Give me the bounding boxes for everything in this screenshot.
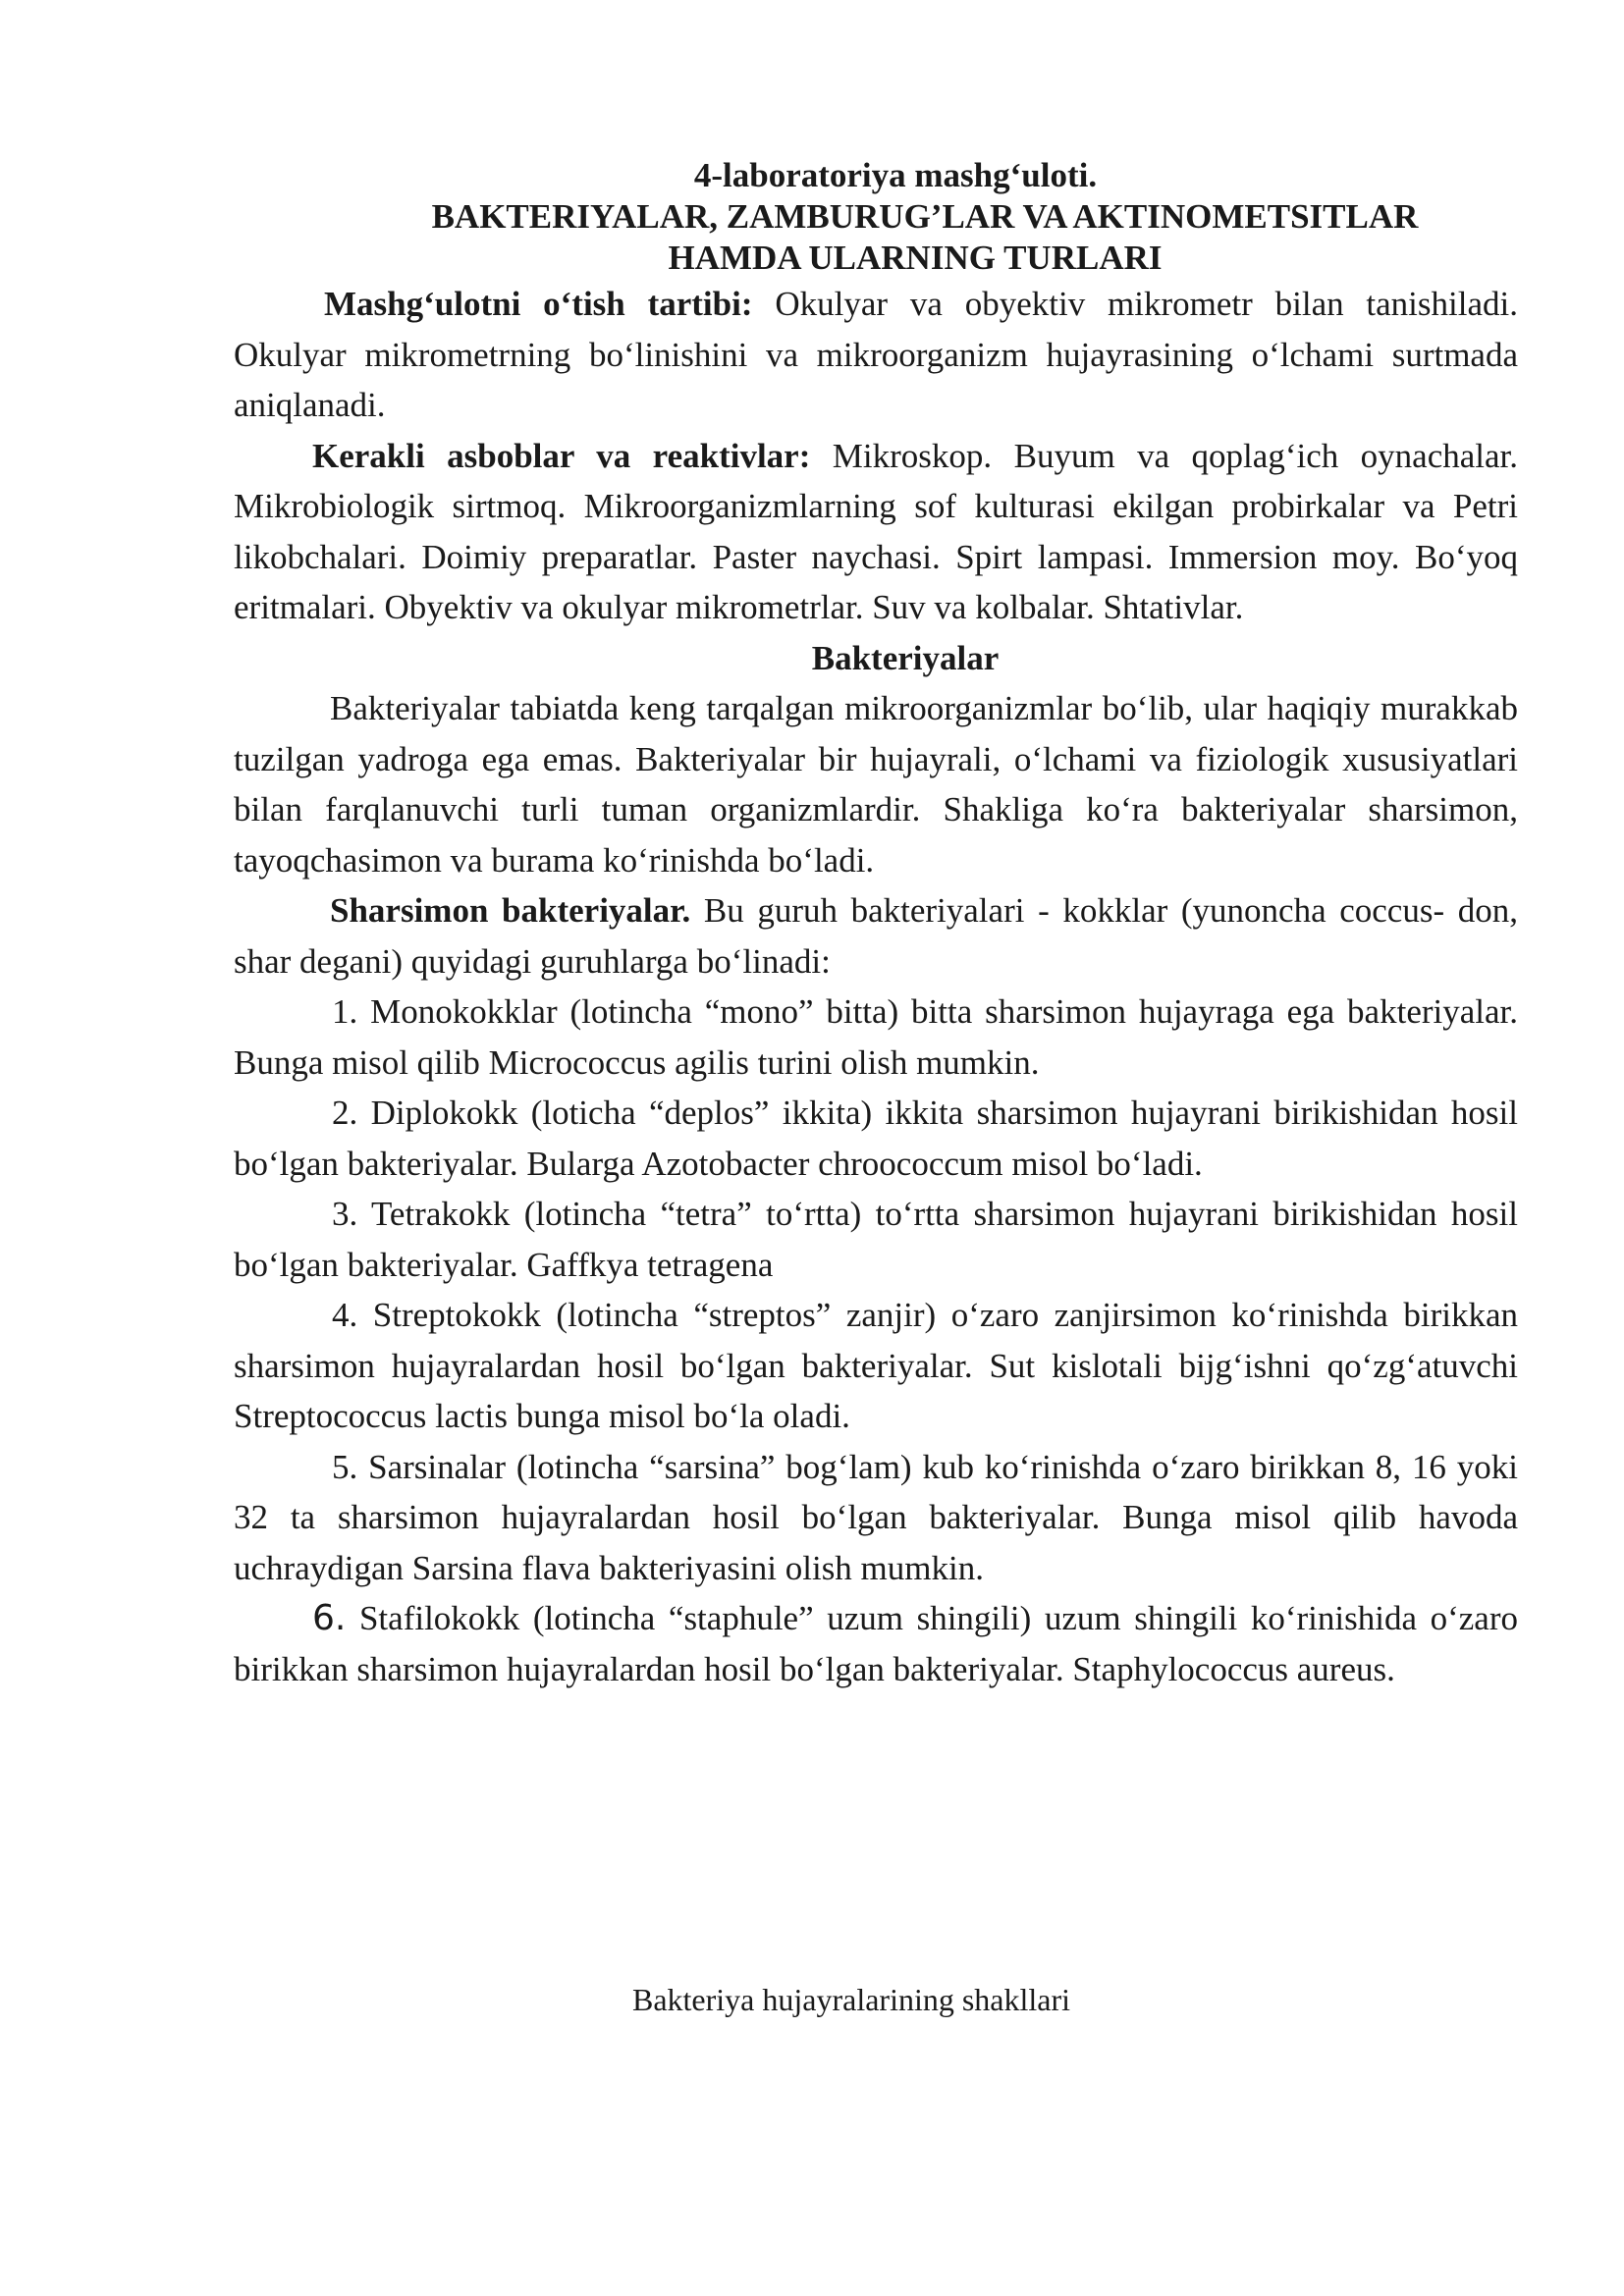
list-item: 5. Sarsinalar (lotincha “sarsina” bog‘lam) kub ko‘rinishda o‘zaro birikkan 8, 16 yoki 32 ta sharsimon hujayralardan hosil bo‘lgan bakteriyalar. Bunga misol qilib havoda uchraydigan Sarsina flava bakteriyasini olish mumkin. bbox=[234, 1447, 1518, 1587]
list-item-6 bbox=[234, 1593, 1518, 1694]
procedure-paragraph bbox=[234, 279, 1518, 431]
list-item: 2. Diplokokk (loticha “deplos” ikkita) ikkita sharsimon hujayrani birikishidan hosil bo‘lgan bakteriyalar. Bularga Azotobacter chroococcum misol bo‘ladi. bbox=[234, 1094, 1518, 1183]
materials-paragraph bbox=[234, 431, 1518, 633]
list-item-6-number: 6. bbox=[312, 1598, 347, 1638]
list-item: 4. Streptokokk (lotincha “streptos” zanjir) o‘zaro zanjirsimon ko‘rinishda birikkan sharsimon hujayralardan hosil bo‘lgan bakteriyalar. Sut kislotali bijg‘ishni qo‘zg‘atuvchi Streptococcus lactis bunga misol bo‘la oladi. bbox=[234, 1296, 1518, 1435]
topic-title-line1: BAKTERIYALAR, ZAMBURUG’LAR VA AKTINOMETSITLAR bbox=[431, 197, 1419, 236]
spherical-label: Sharsimon bakteriyalar. bbox=[330, 891, 691, 930]
figure-caption: Bakteriya hujayralarining shakllari bbox=[631, 1982, 1071, 2017]
list-item: 1. Monokokklar (lotincha “mono” bitta) bitta sharsimon hujayraga ega bakteriyalar. Bunga misol qilib Micrococcus agilis turini olish mumkin. bbox=[234, 992, 1518, 1082]
spherical-paragraph bbox=[234, 885, 1518, 987]
document-page bbox=[234, 155, 1518, 1694]
materials-text: Mikroskop. Buyum va qoplag‘ich oynachalar. Mikrobiologik sirtmoq. Mikroorganizmlarning sof kulturasi ekilgan probirkalar va Petri likobchalari. Doimiy preparatlar. Paster naychasi. Spirt lampasi. Immersion moy. Bo‘yoq eritmalari. Obyektiv va okulyar mikrometrlar. Suv va kolbalar. Shtativlar. bbox=[234, 436, 1518, 626]
section-title: Bakteriyalar bbox=[811, 638, 1000, 677]
list-item: 3. Tetrakokk (lotincha “tetra” to‘rtta) to‘rtta sharsimon hujayrani birikishidan hosil bo‘lgan bakteriyalar. Gaffkya tetragena bbox=[234, 1195, 1518, 1284]
spherical-text: Bu guruh bakteriyalari - kokklar (yunoncha coccus- don, shar degani) quyidagi guruhlarga bo‘linadi: bbox=[234, 891, 1518, 981]
topic-title-line2: HAMDA ULARNING TURLARI bbox=[668, 239, 1163, 277]
intro-paragraph: Bakteriyalar tabiatda keng tarqalgan mikroorganizmlar bo‘lib, ular haqiqiy murakkab tuzilgan yadroga ega emas. Bakteriyalar bir hujayrali, o‘lchami va fiziologik xususiyatlari bilan farqlanuvchi turli tuman organizmlardir. Shakliga ko‘ra bakteriyalar sharsimon, tayoqchasimon va burama ko‘rinishda bo‘ladi. bbox=[234, 689, 1518, 880]
list-item-6-text: Stafilokokk (lotincha “staphule” uzum shingili) uzum shingili ko‘rinishida o‘zaro birikkan sharsimon hujayralardan hosil bo‘lgan bakteriyalar. Staphylococcus aureus. bbox=[234, 1599, 1518, 1688]
procedure-text: Okulyar va obyektiv mikrometr bilan tanishiladi. Okulyar mikrometrning bo‘linishini va mikroorganizm hujayrasining o‘lchami surtmada aniqlanadi. bbox=[234, 285, 1518, 424]
procedure-label: Mashg‘ulotni o‘tish tartibi: bbox=[324, 285, 753, 323]
lab-title: 4-laboratoriya mashg‘uloti. bbox=[693, 156, 1098, 194]
materials-label: Kerakli asboblar va reaktivlar: bbox=[312, 436, 811, 475]
